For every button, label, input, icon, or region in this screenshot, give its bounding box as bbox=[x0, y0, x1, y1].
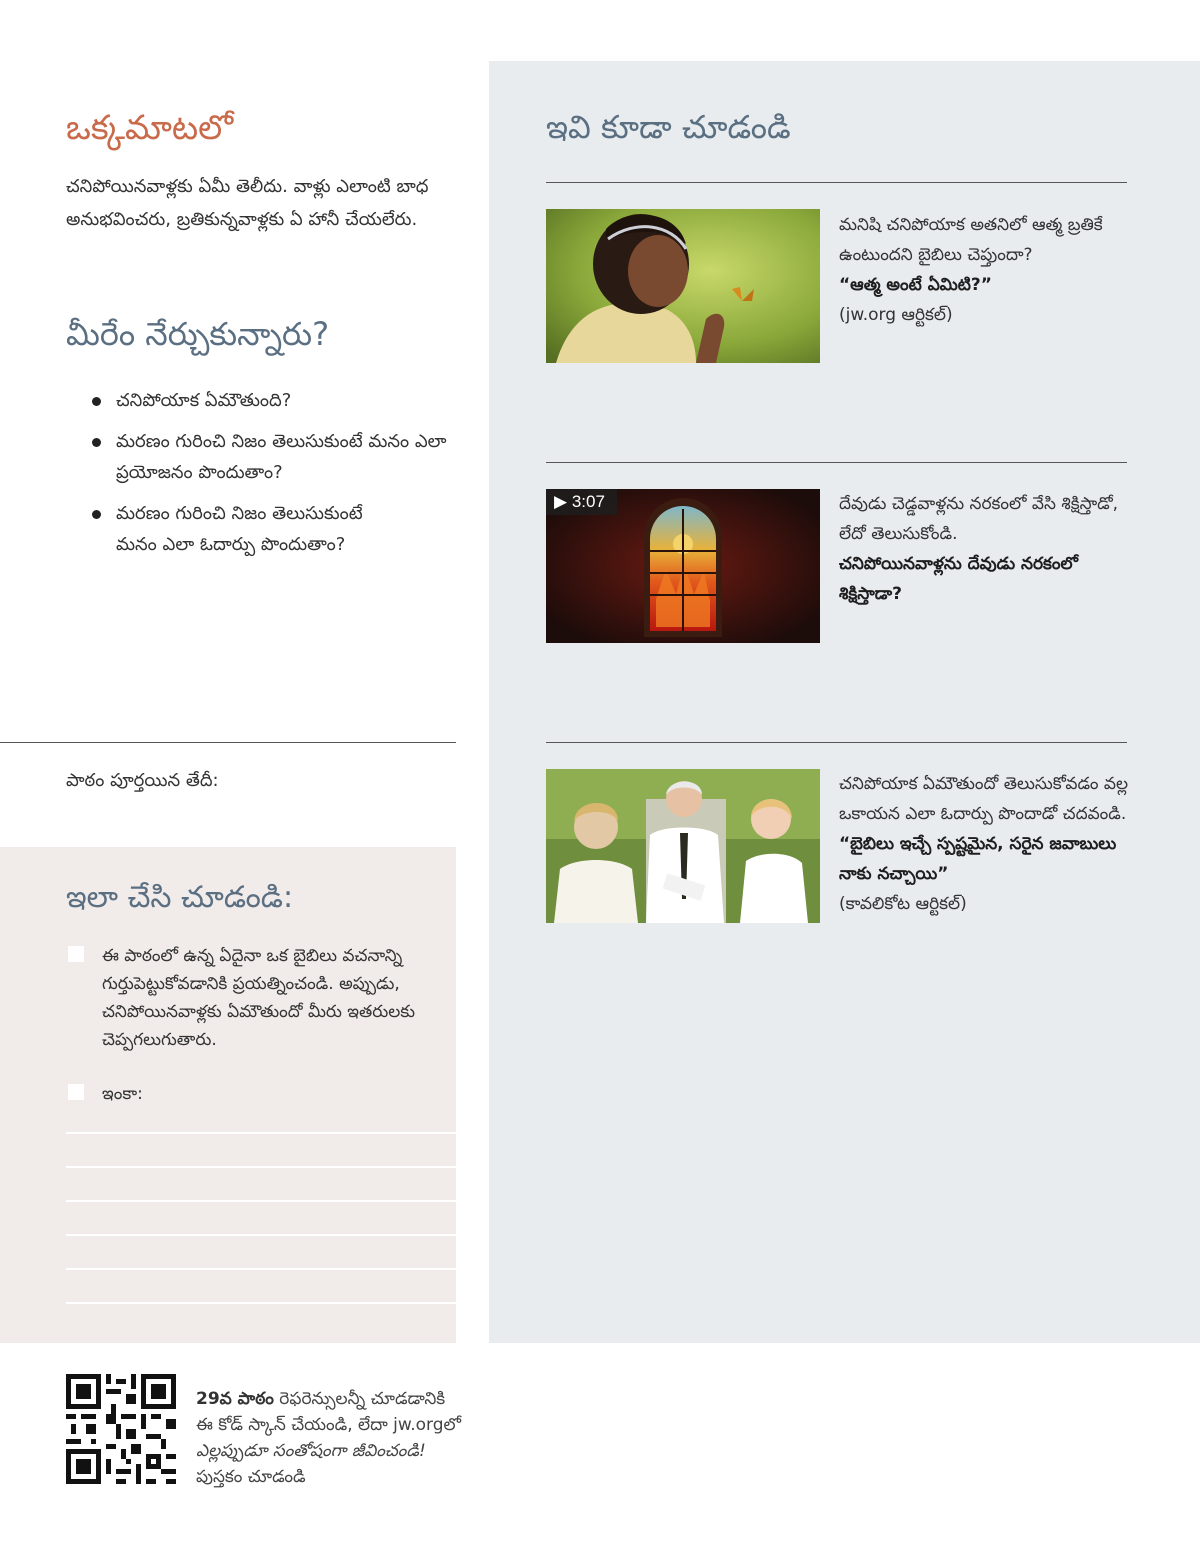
card-source: (కావలికోట ఆర్టికల్) bbox=[839, 894, 967, 914]
footer-line: రెఫరెన్సులన్నీ చూడడానికి bbox=[273, 1389, 446, 1409]
video-duration-badge bbox=[546, 489, 617, 515]
girl-butterfly-image[interactable] bbox=[546, 209, 820, 363]
footer-line: ఈ కోడ్ స్కాన్ చేయండి, లేదా jw.orgలో bbox=[196, 1415, 462, 1435]
completed-date-label: పాఠం పూర్తయిన తేదీ: bbox=[66, 770, 219, 791]
card-description: దేవుడు చెడ్డవాళ్లను నరకంలో వేసి శిక్షిస్తాడో, లేదో తెలుసుకోండి. bbox=[839, 494, 1119, 544]
footer-line: పుస్తకం చూడండి bbox=[196, 1467, 306, 1487]
try-item bbox=[68, 942, 438, 1054]
people-talking-image[interactable] bbox=[546, 769, 820, 923]
divider bbox=[0, 742, 456, 743]
card-title-link[interactable]: “ఆత్మ అంటే ఏమిటి?” bbox=[839, 275, 992, 295]
learn-heading: మీరేం నేర్చుకున్నారు? bbox=[66, 315, 330, 353]
learn-item: మరణం గురించి నిజం తెలుసుకుంటే మనం ఎలా ప్రయోజనం పొందుతాం? bbox=[92, 426, 462, 488]
qr-code[interactable] bbox=[66, 1374, 176, 1484]
see-also-card bbox=[839, 769, 1129, 919]
learn-list bbox=[92, 385, 462, 570]
try-item bbox=[68, 1080, 438, 1108]
learn-item: చనిపోయాక ఏమౌతుంది? bbox=[92, 385, 462, 416]
card-description: చనిపోయాక ఏమౌతుందో తెలుసుకోవడం వల్ల ఒకాయన ఎలా ఓదార్పు పొందాడో చదవండి. bbox=[839, 774, 1128, 824]
write-line[interactable] bbox=[66, 1200, 456, 1202]
checkbox[interactable] bbox=[68, 946, 84, 962]
see-also-heading: ఇవి కూడా చూడండి bbox=[546, 108, 791, 146]
card-description: మనిషి చనిపోయాక అతనిలో ఆత్మ బ్రతికే ఉంటుందని బైబిలు చెప్తుందా? bbox=[839, 215, 1103, 265]
card-title-link[interactable]: “బైబిలు ఇచ్చే స్పష్టమైన, సరైన జవాబులు నాకు నచ్చాయి” bbox=[839, 834, 1117, 884]
summary-heading: ఒక్కమాటలో bbox=[66, 108, 234, 148]
see-also-card bbox=[839, 210, 1129, 330]
divider bbox=[546, 182, 1127, 183]
write-line[interactable] bbox=[66, 1268, 456, 1270]
write-line[interactable] bbox=[66, 1302, 456, 1304]
footer-note bbox=[196, 1386, 516, 1490]
write-line[interactable] bbox=[66, 1166, 456, 1168]
write-line[interactable] bbox=[66, 1234, 456, 1236]
play-icon: ▶ bbox=[554, 492, 568, 511]
divider bbox=[546, 462, 1127, 463]
learn-item: మరణం గురించి నిజం తెలుసుకుంటే మనం ఎలా ఓదార్పు పొందుతాం? bbox=[92, 498, 462, 560]
try-heading: ఇలా చేసి చూడండి: bbox=[66, 880, 294, 915]
see-also-card bbox=[839, 489, 1129, 609]
try-item-text: ఈ పాఠంలో ఉన్న ఏదైనా ఒక బైబిలు వచనాన్ని గుర్తుపెట్టుకోవడానికి ప్రయత్నించండి. అప్పుడు, చనిపోయినవాళ్లకు ఏమౌతుందో మీరు ఇతరులకు చెప్పగలుగుతారు. bbox=[102, 946, 416, 1050]
card-title-link[interactable]: చనిపోయినవాళ్లను దేవుడు నరకంలో శిక్షిస్తాడా? bbox=[839, 554, 1079, 604]
book-title: ఎల్లప్పుడూ సంతోషంగా జీవించండి! bbox=[196, 1441, 426, 1461]
video-duration: 3:07 bbox=[571, 492, 605, 511]
try-item-text: ఇంకా: bbox=[102, 1084, 143, 1104]
video-thumbnail[interactable] bbox=[546, 489, 820, 643]
card-source: (jw.org ఆర్టికల్) bbox=[839, 305, 953, 325]
divider bbox=[546, 742, 1127, 743]
write-line[interactable] bbox=[66, 1132, 456, 1134]
summary-text: చనిపోయినవాళ్లకు ఏమీ తెలీదు. వాళ్లు ఎలాంటి బాధ అనుభవించరు, బ్రతికున్నవాళ్లకు ఏ హానీ చేయలేరు. bbox=[66, 176, 429, 230]
checkbox[interactable] bbox=[68, 1084, 84, 1100]
lesson-number: 29వ పాఠం bbox=[196, 1389, 274, 1409]
